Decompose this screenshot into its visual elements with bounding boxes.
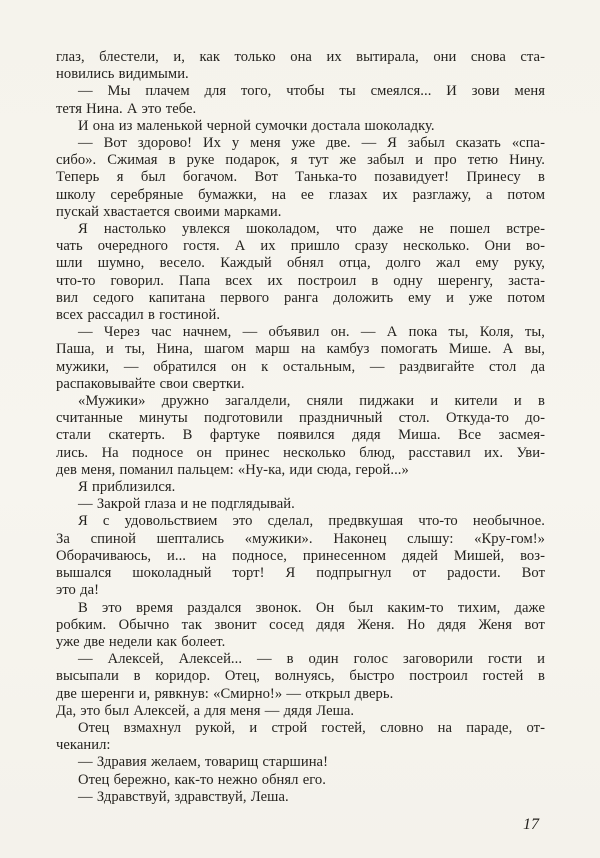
text-line: «Мужики» дружно загалдели, сняли пиджаки и кители и в [78, 393, 545, 410]
text-line: — Через час начнем, — объявил он. — А пока ты, Коля, ты, [78, 324, 545, 341]
text-line: глаз, блестели, и, как только она их вытирала, они снова ста- [56, 49, 545, 65]
text-line: новились видимыми. [56, 66, 189, 83]
text-line: шли шумно, весело. Каждый обнял отца, долго жал ему руку, [56, 255, 545, 272]
text-line: Я с удовольствием это сделал, предвкушая что-то необычное. [78, 513, 545, 530]
text-line: всех рассадил в гостиной. [56, 307, 221, 324]
text-line: сибо». Сжимая в руке подарок, я тут же забыл и про тетю Нину. [56, 152, 545, 169]
text-line: — Вот здорово! Их у меня уже две. — Я забыл сказать «спа- [78, 135, 545, 152]
text-line: дев меня, поманил пальцем: «Ну-ка, иди сюда, герой...» [56, 461, 409, 478]
text-line: распаковывайте свои свертки. [56, 375, 245, 392]
text-line: стали скатерть. В фартуке появился дядя Миша. Все засмея- [56, 427, 545, 444]
text-line: чать очередного гостя. А их пришло сразу несколько. Они во- [56, 238, 545, 255]
text-line: В это время раздался звонок. Он был каким-то тихим, даже [78, 599, 545, 616]
text-line: Я приблизился. [78, 479, 176, 496]
text-line: Отец взмахнул рукой, и строй гостей, словно на параде, от- [78, 719, 545, 736]
text-line: Я настолько увлекся шоколадом, что даже не пошел встре- [78, 221, 545, 238]
text-line: вил седого капитана первого ранга доложить ему и уже потом [56, 289, 545, 306]
text-line: робким. Обычно так звонит сосед дядя Женя. Но дядя Женя вот [56, 616, 545, 633]
text-line: — Здравствуй, здравствуй, Леша. [78, 788, 289, 805]
text-line: пускай хвастается своими марками. [56, 203, 282, 220]
text-line: — Здравия желаем, товарищ старшина! [78, 754, 328, 771]
text-line: лись. На подносе он принес несколько блюд, расставил их. Уви- [56, 444, 545, 461]
text-line: мужики, — обратился он к остальным, — раздвигайте стол да [56, 358, 545, 375]
text-line: — Закрой глаза и не подглядывай. [78, 496, 295, 513]
text-line: вышался шоколадный торт! Я подпрыгнул от радости. Вот [56, 565, 545, 582]
page-text [56, 49, 545, 806]
text-line: Теперь я был богачом. Вот Танька-то позавидует! Принесу в [56, 169, 545, 186]
page-number: 17 [523, 816, 539, 833]
text-line: Отец бережно, как-то нежно обнял его. [78, 771, 326, 788]
text-line: Паша, и ты, Нина, шагом марш на камбуз помогать Мише. А вы, [56, 341, 545, 358]
text-line: Да, это был Алексей, а для меня — дядя Леша. [56, 702, 355, 719]
text-line: За спиной шептались «мужики». Наконец слышу: «Кру-гом!» [56, 530, 545, 547]
text-line: чеканил: [56, 737, 111, 754]
text-line: высыпали в коридор. Отец, волнуясь, быстро построил гостей в [56, 668, 545, 685]
text-line: школу серебряные бумажки, на ее глазах их разглажу, а потом [56, 186, 545, 203]
text-line: — Мы плачем для того, чтобы ты смеялся... И зови меня [78, 83, 545, 100]
text-line: тетя Нина. А это тебе. [56, 100, 197, 117]
text-line: уже две недели как болеет. [56, 633, 226, 650]
text-line: И она из маленькой черной сумочки достала шоколадку. [78, 117, 435, 134]
text-line: — Алексей, Алексей... — в один голос заговорили гости и [78, 651, 545, 668]
text-line: две шеренги и, рявкнув: «Смирно!» — открыл дверь. [56, 685, 394, 702]
text-line: считанные минуты подготовили праздничный стол. Откуда-то до- [56, 410, 545, 427]
text-line: это да! [56, 582, 100, 599]
text-line: Оборачиваюсь, и... на подносе, принесенном дядей Мишей, воз- [56, 547, 545, 564]
text-line: что-то говорил. Папа всех их построил в одну шеренгу, заста- [56, 272, 545, 289]
